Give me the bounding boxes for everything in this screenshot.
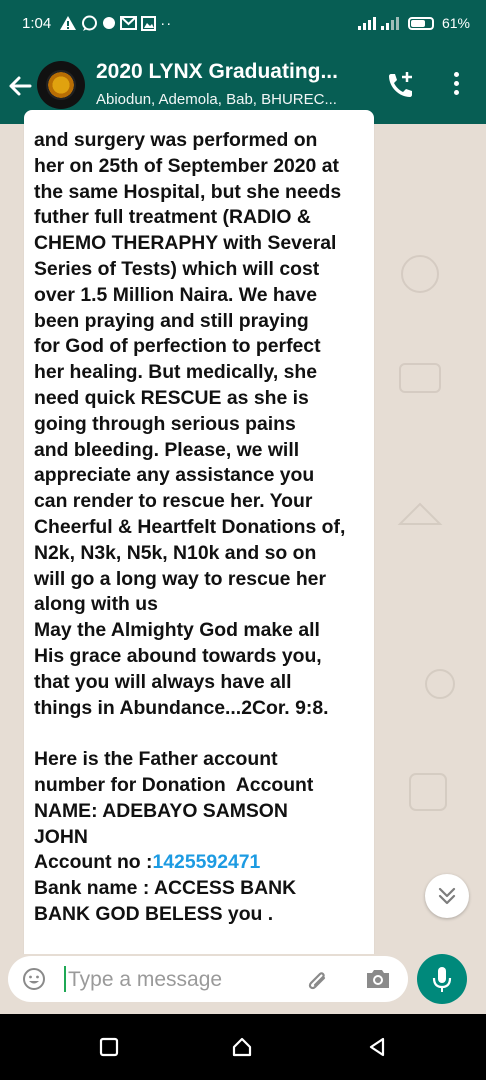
add-call-icon[interactable] [386, 70, 416, 100]
system-navigation-bar [0, 1014, 486, 1080]
recents-square-icon[interactable] [98, 1036, 120, 1058]
back-triangle-icon[interactable] [366, 1036, 388, 1058]
chat-participants[interactable]: Abiodun, Ademola, Bab, BHUREC... [96, 91, 337, 108]
group-avatar[interactable] [37, 61, 85, 109]
chat-title[interactable]: 2020 LYNX Graduating... [96, 60, 338, 83]
scroll-to-bottom-button[interactable] [425, 874, 469, 918]
compose-bar [0, 954, 486, 1014]
microphone-icon [417, 954, 467, 1004]
camera-icon[interactable] [364, 967, 392, 991]
text-cursor [64, 966, 66, 992]
mail-icon [120, 16, 137, 30]
message-bubble[interactable] [24, 110, 374, 1056]
message-placeholder: Type a message [68, 968, 223, 991]
status-right [356, 0, 470, 46]
battery-icon [408, 17, 434, 30]
battery-level: 61% [441, 15, 470, 31]
status-notification-icons [59, 15, 172, 32]
status-time: 1:04 [22, 14, 52, 32]
signal-icon [356, 15, 400, 31]
dot-icon [102, 16, 116, 30]
back-arrow-icon[interactable] [6, 66, 32, 106]
whatsapp-icon [81, 15, 98, 32]
account-number-link[interactable]: 1425592471 [152, 851, 261, 874]
double-chevron-down-icon [425, 874, 469, 918]
voice-message-button[interactable] [417, 954, 467, 1004]
image-icon [141, 16, 156, 31]
alert-icon [59, 15, 77, 31]
message-text-tail: Bank name : ACCESS BANK BANK GOD BELESS you . [34, 877, 297, 925]
emoji-icon[interactable] [22, 967, 46, 991]
chat-area[interactable] [0, 124, 486, 954]
message-text-body: and surgery was performed on her on 25th of September 2020 at the same Hospital, but she needs futher full treatment (RADIO & CHEMO THERAPHY with Several Series of Tests) which will cost over 1.5 Million Naira. We have been praying and still praying for God of perfection to perfect her healing. But medically, she need quick RESCUE as she is going through serious pains and bleeding. Please, we will appreciate any assistance you can render to rescue her. Your Cheerful & Heartfelt Donations of, N2k, N3k, N5k, N10k and so on will go a long way to rescue her along with us May the Almighty God make all His grace abound towards you, that you will always have all things in Abundance...2Cor. 9:8. Here is the Father account number for Donation Account NAME: ADEBAYO SAMSON JOHN Account no : [34, 129, 346, 874]
message-input[interactable] [8, 956, 408, 1002]
attach-icon[interactable] [304, 966, 330, 992]
more-dots-icon: ·· [160, 14, 173, 32]
home-icon[interactable] [231, 1036, 253, 1058]
overflow-menu-icon[interactable] [446, 72, 466, 102]
status-bar [0, 0, 486, 46]
group-logo-icon [46, 70, 76, 100]
message-text [34, 128, 368, 928]
